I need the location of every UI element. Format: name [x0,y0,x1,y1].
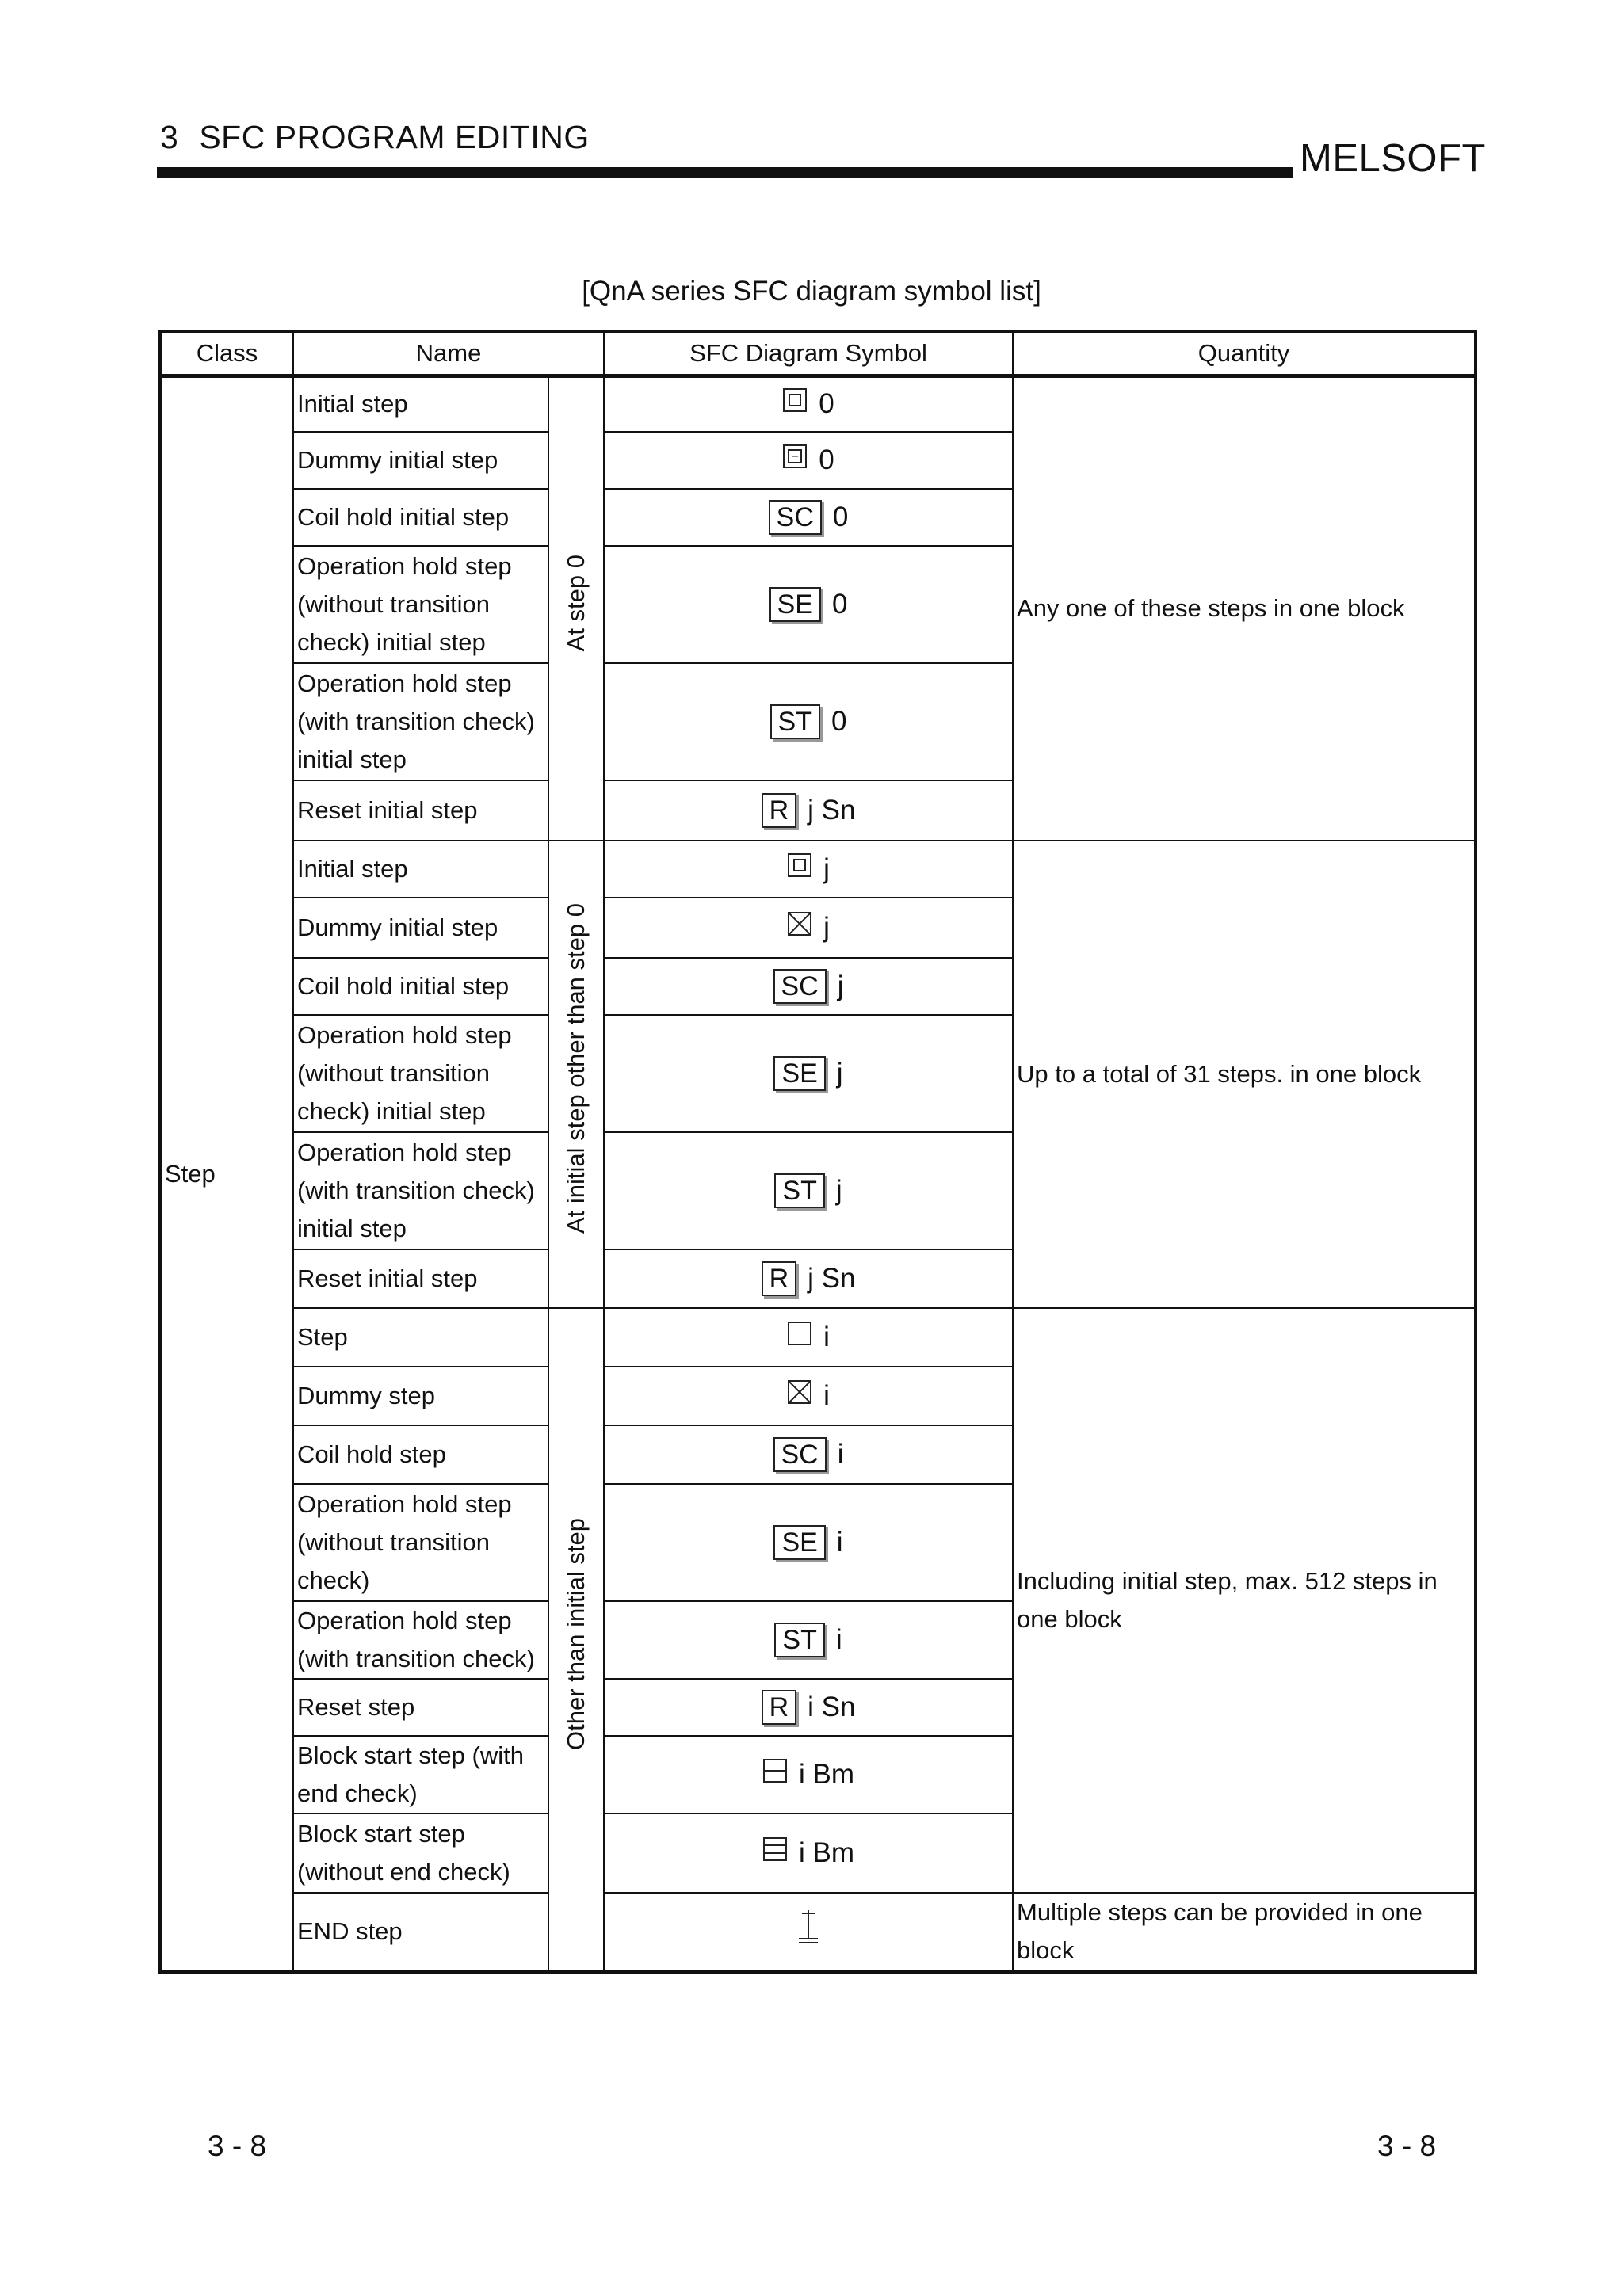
sfc-symbol-table [158,330,1477,1974]
step-name: Dummy step [293,1367,548,1425]
step-name: Reset initial step [293,1249,548,1308]
symbol-box-label: SE [773,1056,825,1091]
symbol-suffix: 0 [819,444,834,475]
symbol-wrap [769,585,848,624]
symbol-box-label: ST [770,704,820,739]
sfc-symbol [604,898,1013,958]
sfc-symbol [604,1249,1013,1308]
sfc-symbol [604,546,1013,663]
sfc-symbol [604,958,1013,1015]
symbol-suffix: 0 [819,388,834,420]
symbol-wrap [782,385,834,423]
symbol-box-label: SC [769,500,822,535]
symbol-suffix: j [835,1174,842,1206]
step-name: Block start step (with end check) [293,1736,548,1814]
symbol-box-label: SC [773,969,827,1004]
dummy-step-x-icon [787,909,812,947]
symbol-box-label: R [762,1690,797,1725]
step-name: Operation hold step (with transition check) initial step [293,1132,548,1249]
chapter-number: 3 [160,119,179,155]
symbol-wrap [762,1260,856,1298]
symbol-wrap [787,850,830,888]
sfc-symbol [604,1367,1013,1425]
class-cell: Step [160,376,293,1972]
quantity-cell: Including initial step, max. 512 steps in one block [1013,1308,1476,1893]
symbol-wrap [773,967,844,1005]
symbol-box-label: ST [774,1173,824,1208]
table-row [160,841,1476,898]
step-name: Dummy initial step [293,432,548,489]
group-label: At step 0 [562,555,590,652]
symbol-suffix: 0 [832,501,849,532]
symbol-wrap [774,1621,842,1659]
symbol-suffix: i [823,1321,830,1352]
symbol-wrap [787,909,830,947]
column-header-class: Class [160,331,293,376]
sfc-symbol [604,1484,1013,1601]
table-row-end [160,1893,1476,1972]
symbol-suffix: 0 [831,588,848,620]
sfc-symbol [604,1679,1013,1736]
table-caption: [QnA series SFC diagram symbol list] [582,276,1041,307]
step-name: Dummy initial step [293,898,548,958]
symbol-suffix: i Bm [799,1836,855,1868]
step-name: Initial step [293,841,548,898]
brand-logo: MELSOFT [1300,137,1486,180]
symbol-box-label: R [762,793,797,828]
step-name: Initial step [293,376,548,432]
step-name: Block start step (without end check) [293,1814,548,1893]
sfc-symbol [604,1132,1013,1249]
step-name: Operation hold step (without transition check) [293,1484,548,1601]
symbol-suffix: j [837,970,844,1001]
symbol-wrap [762,1834,854,1872]
group-label-cell [548,1308,604,1972]
symbol-wrap [773,1055,842,1093]
symbol-suffix: i [836,1526,843,1558]
sfc-symbol [604,1601,1013,1679]
sfc-symbol [604,1814,1013,1893]
header-rule [157,167,1293,178]
symbol-wrap [762,1688,856,1726]
chapter-title: SFC PROGRAM EDITING [199,119,590,155]
symbol-box-label: SE [769,587,821,622]
step-name: Operation hold step (with transition check) [293,1601,548,1679]
symbol-suffix: i [835,1623,842,1655]
initial-step-icon [782,385,808,423]
step-name: Operation hold step (with transition check) initial step [293,663,548,780]
sfc-symbol [604,489,1013,546]
column-header-quantity: Quantity [1013,331,1476,376]
step-name: Operation hold step (without transition check) initial step [293,546,548,663]
symbol-wrap [762,1756,854,1794]
step-name: Coil hold step [293,1425,548,1484]
group-label: At initial step other than step 0 [562,902,590,1234]
page-number-left: 3 - 8 [208,2130,267,2162]
symbol-box-label: ST [774,1623,824,1657]
dummy-initial-step-icon [782,441,808,479]
symbol-suffix: i Bm [799,1758,855,1790]
sfc-symbol [604,1015,1013,1132]
symbol-suffix: i [823,1379,830,1411]
column-header-name: Name [293,331,604,376]
symbol-wrap [773,1436,844,1474]
sfc-symbol [604,376,1013,432]
step-name: Reset initial step [293,780,548,841]
symbol-wrap [782,441,834,479]
sfc-symbol [604,780,1013,841]
symbol-wrap [773,1524,842,1562]
step-name: Step [293,1308,548,1367]
sfc-symbol [604,841,1013,898]
sfc-symbol [604,1308,1013,1367]
symbol-suffix: j [823,852,830,884]
sfc-symbol [604,1893,1013,1972]
table-row [160,376,1476,432]
block-start-end-check-icon [762,1756,788,1794]
block-start-no-end-check-icon [762,1834,788,1872]
sfc-symbol [604,663,1013,780]
sfc-symbol [604,432,1013,489]
step-name: Operation hold step (without transition check) initial step [293,1015,548,1132]
group-label-cell [548,376,604,841]
step-name: Coil hold initial step [293,958,548,1015]
page-number-right: 3 - 8 [1377,2130,1437,2162]
symbol-box-label: R [762,1261,797,1296]
sfc-symbol [604,1736,1013,1814]
symbol-suffix: i Sn [808,1691,856,1722]
dummy-step-x-icon [787,1377,812,1415]
symbol-wrap [774,1172,842,1210]
symbol-suffix: i [837,1438,844,1470]
symbol-wrap [770,703,847,741]
symbol-suffix: j Sn [808,1262,856,1294]
symbol-suffix: 0 [831,705,847,737]
step-name: END step [293,1893,548,1972]
table-header-row [160,331,1476,376]
quantity-cell: Any one of these steps in one block [1013,376,1476,841]
group-label: Other than initial step [562,1517,590,1750]
symbol-suffix: j [836,1057,843,1089]
group-label-cell [548,841,604,1308]
symbol-wrap [769,498,849,536]
symbol-suffix: j [823,911,830,943]
table-row [160,1308,1476,1367]
symbol-wrap [787,1318,830,1356]
chapter-header [160,119,590,156]
quantity-cell: Multiple steps can be provided in one block [1013,1893,1476,1972]
sfc-symbol [604,1425,1013,1484]
step-box-icon [787,1318,812,1356]
symbol-wrap [787,1377,830,1415]
quantity-cell: Up to a total of 31 steps. in one block [1013,841,1476,1308]
symbol-wrap [762,791,856,830]
symbol-box-label: SC [773,1437,827,1472]
symbol-suffix: j Sn [808,794,856,826]
symbol-box-label: SE [773,1525,825,1560]
end-step-icon [796,1909,821,1955]
step-name: Coil hold initial step [293,489,548,546]
table-body [160,376,1476,1972]
initial-step-icon [787,850,812,888]
step-name: Reset step [293,1679,548,1736]
column-header-symbol: SFC Diagram Symbol [604,331,1013,376]
